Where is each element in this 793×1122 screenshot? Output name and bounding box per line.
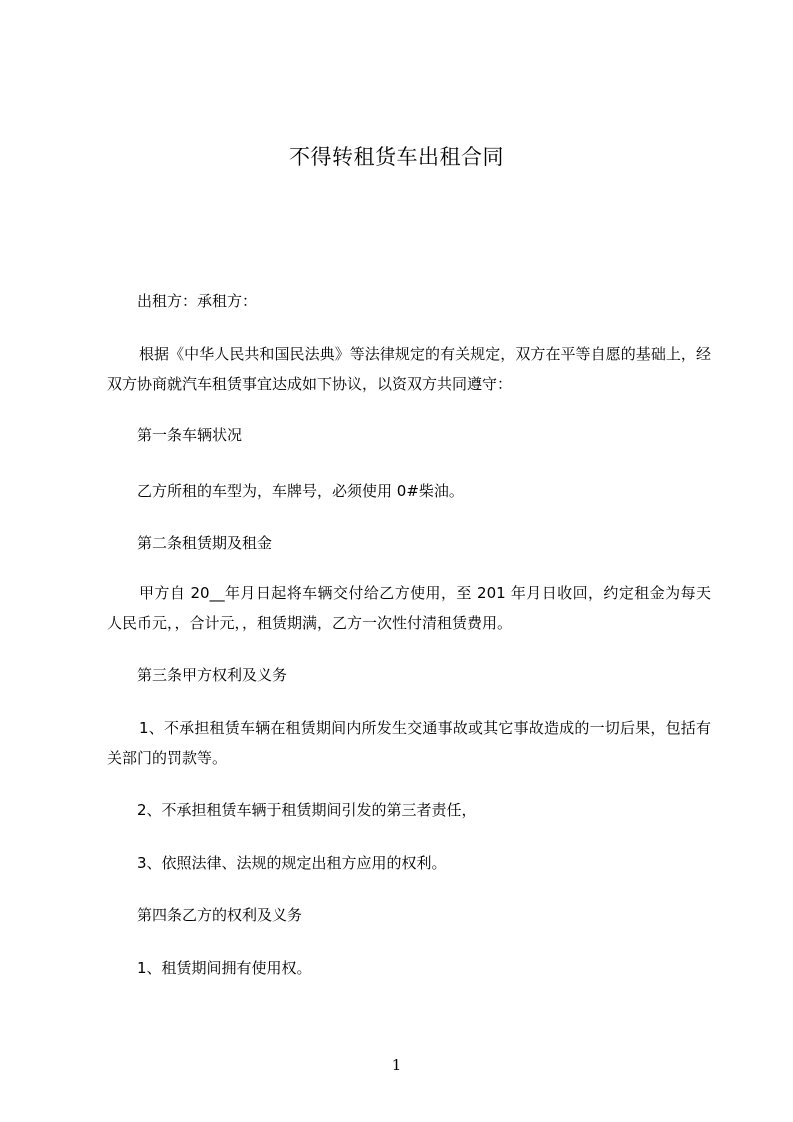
article-1-heading: 第一条车辆状况 bbox=[137, 426, 243, 444]
document-title: 不得转租货车出租合同 bbox=[289, 145, 504, 169]
article-4-heading: 第四条乙方的权利及义务 bbox=[137, 906, 303, 924]
article-2-text: 甲方自 20__年月日起将车辆交付给乙方使用，至 201 年月日收回，约定租金为每天人民币元，，合计元，，租赁期满，乙方一次性付清租赁费用。 bbox=[107, 584, 711, 632]
article-1-text: 乙方所租的车型为，车牌号，必须使用 0#柴油。 bbox=[137, 482, 464, 500]
article-3-heading: 第三条甲方权利及义务 bbox=[137, 666, 288, 684]
article-3-item-1: 1、不承担租赁车辆在租赁期间内所发生交通事故或其它事故造成的一切后果，包括有关部门的罚款等。 bbox=[107, 719, 711, 767]
article-3-item-3: 3、依照法律、法规的规定出租方应用的权利。 bbox=[137, 854, 447, 872]
preamble-paragraph: 根据《中华人民共和国民法典》等法律规定的有关规定，双方在平等自愿的基础上，经双方协商就汽车租赁事宜达成如下协议，以资双方共同遵守： bbox=[107, 345, 711, 393]
article-3-item-2: 2、不承担租赁车辆于租赁期间引发的第三者责任， bbox=[137, 801, 477, 819]
article-2-heading: 第二条租赁期及租金 bbox=[137, 534, 273, 552]
parties-line: 出租方：承租方： bbox=[137, 292, 258, 310]
page-number: 1 bbox=[391, 1056, 402, 1074]
article-4-item-1: 1、租赁期间拥有使用权。 bbox=[137, 959, 312, 977]
